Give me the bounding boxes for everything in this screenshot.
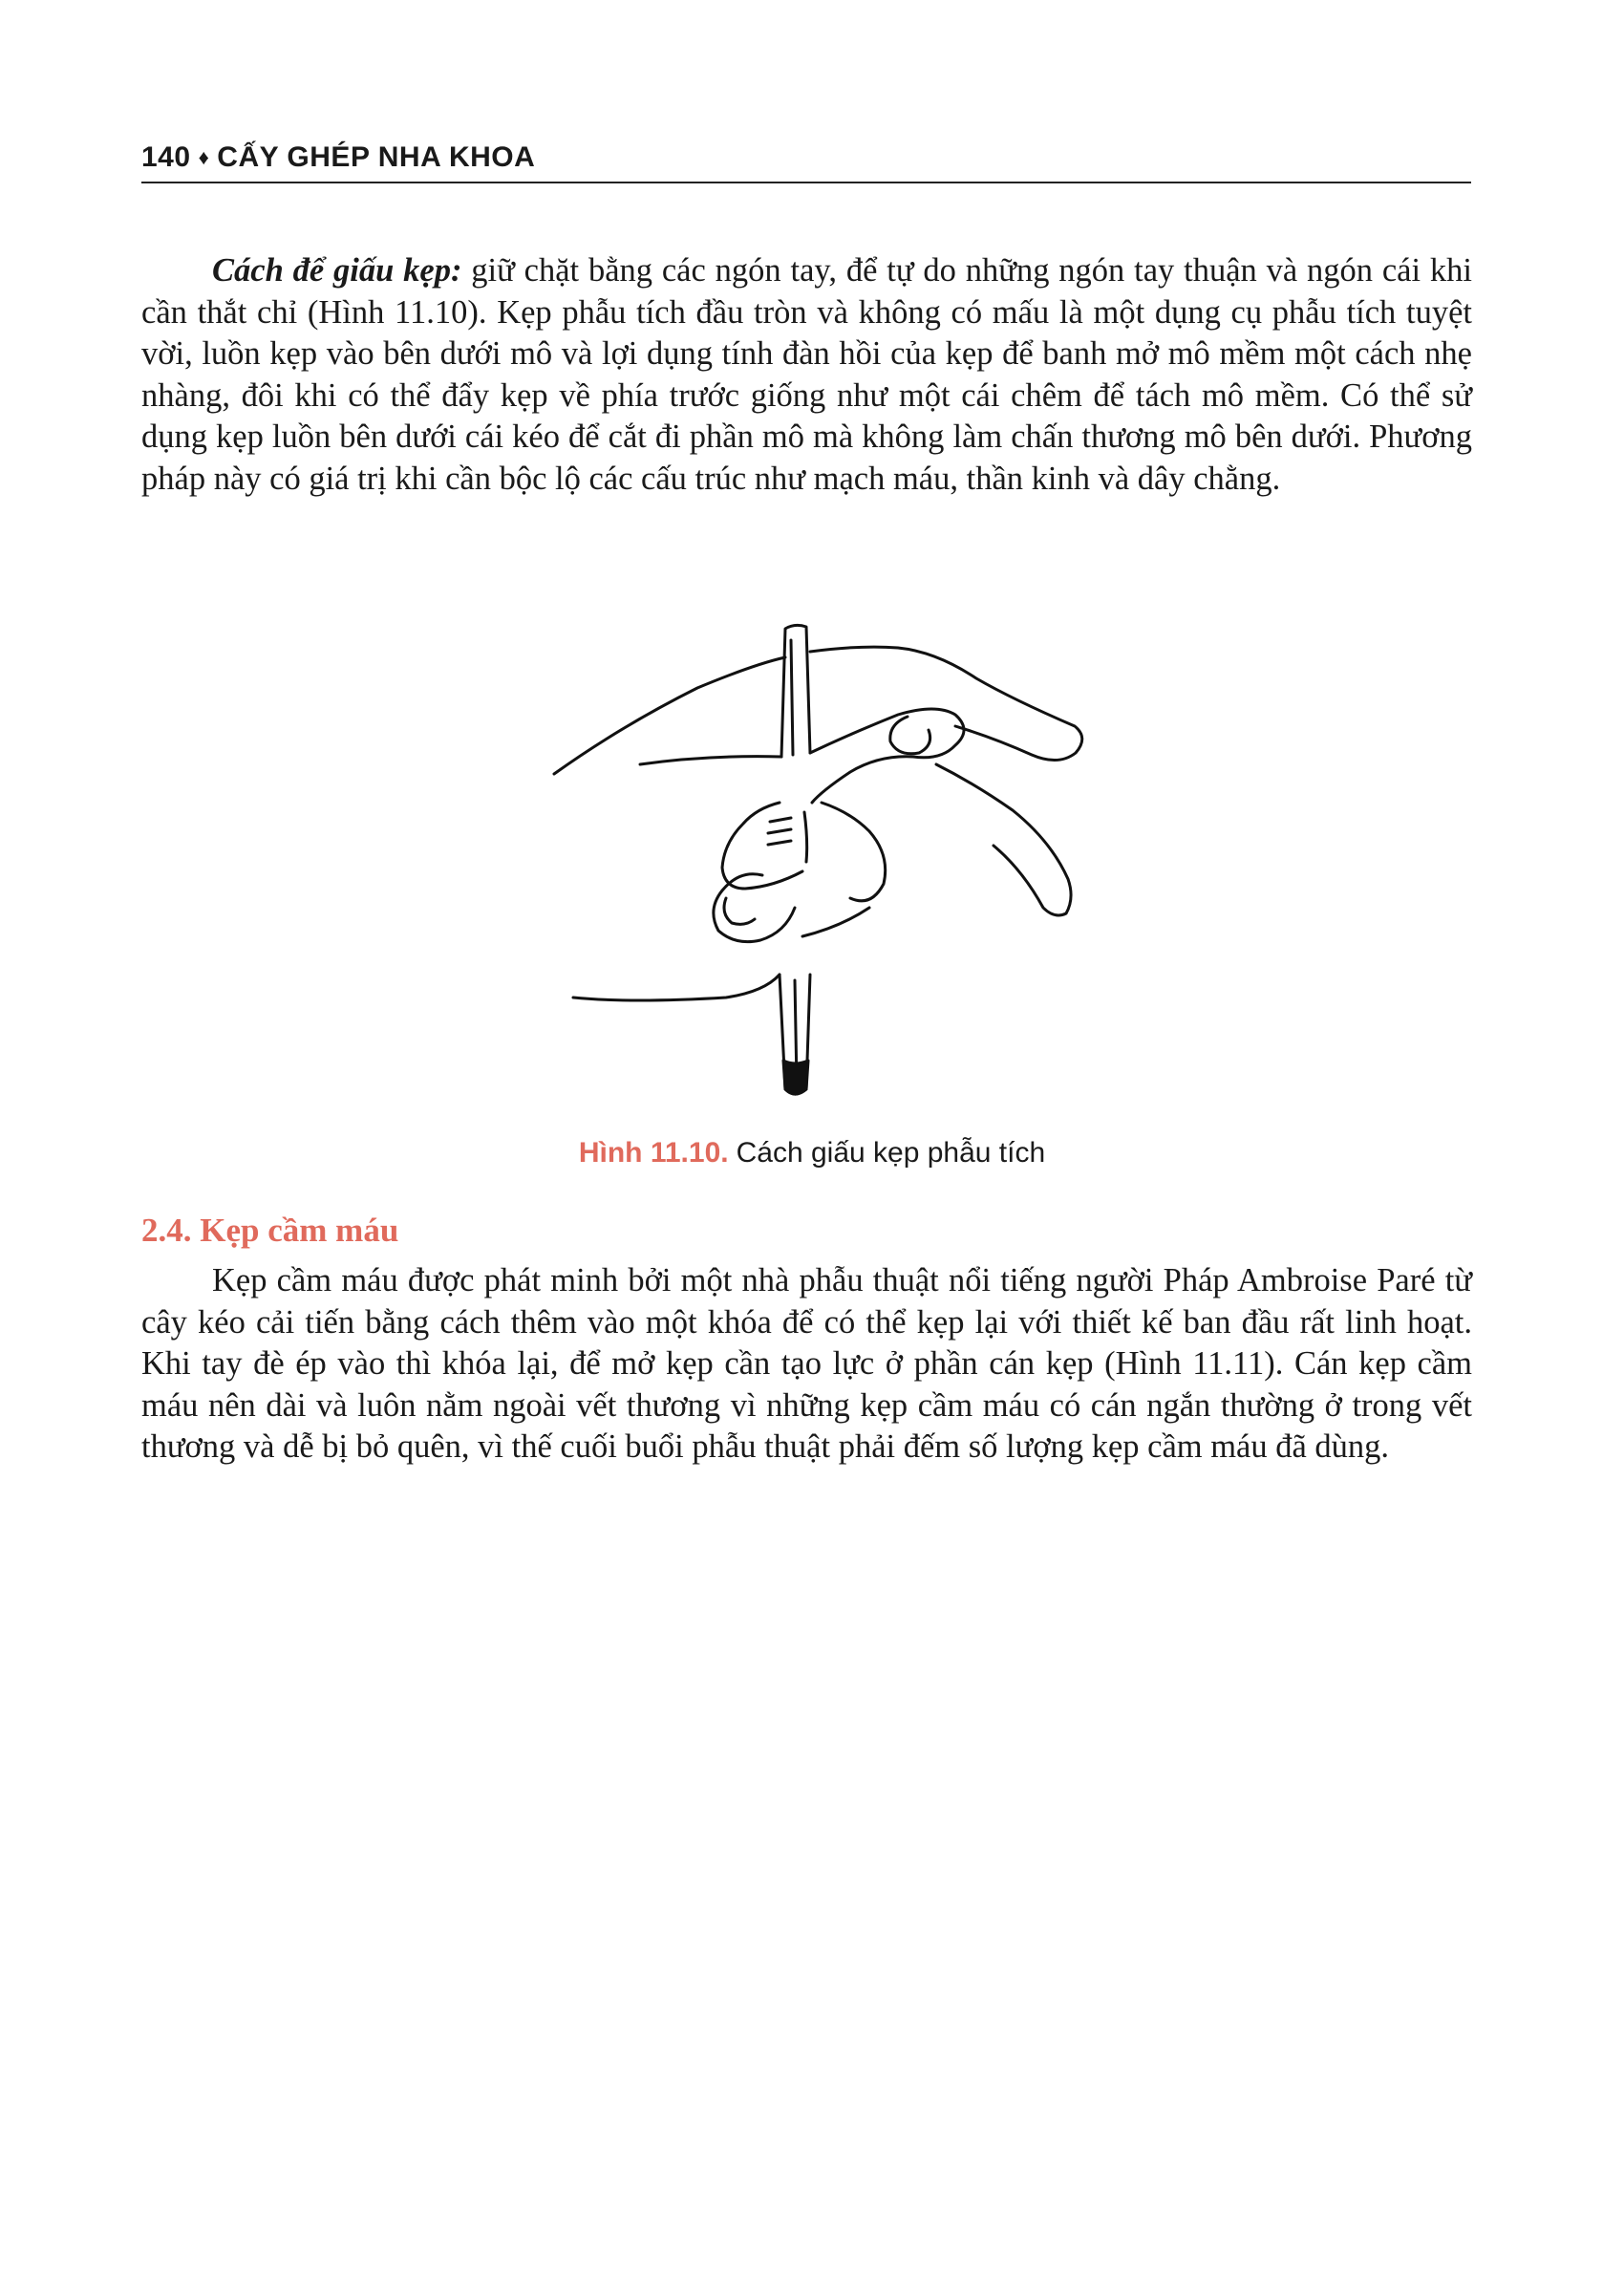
hand-holding-forceps-illustration — [535, 612, 1127, 1108]
thumb — [640, 709, 964, 803]
curled-fingers — [714, 803, 886, 942]
paragraph-hiding-forceps — [141, 250, 1472, 501]
thumbnail — [890, 717, 930, 754]
section-heading: 2.4. Kẹp cầm máu — [141, 1212, 399, 1249]
running-title: CẤY GHÉP NHA KHOA — [217, 141, 536, 173]
page-number: 140 — [141, 141, 191, 173]
palm-edge — [573, 975, 780, 1000]
index-finger — [554, 647, 1082, 774]
paragraph-hemostat: Kẹp cầm máu được phát minh bởi một nhà phẫu thuật nổi tiếng người Pháp Ambroise Paré từ cây kéo cải tiến bằng cách thêm vào một khóa để có thể kẹp lại với thiết kế ban đầu rất linh hoạt. Khi tay đè ép vào thì khóa lại, để mở kẹp cần tạo lực ở phần cán kẹp (Hình 11.11). Cán kẹp cầm máu nên dài và luôn nằm ngoài vết thương vì những kẹp cầm máu có cán ngắn thường ở trong vết thương và dễ bị bỏ quên, vì thế cuối buổi phẫu thuật phải đếm số lượng kẹp cầm máu đã dùng. — [141, 1262, 1472, 1466]
diamond-icon: ♦ — [198, 145, 210, 169]
middle-finger — [936, 764, 1071, 915]
running-header — [141, 141, 1471, 183]
figure-caption — [0, 1137, 1624, 1169]
paragraph-body: giữ chặt bằng các ngón tay, để tự do những ngón tay thuận và ngón cái khi cần thắt chỉ (Hình 11.10). Kẹp phẫu tích đầu tròn và không có mấu là một dụng cụ phẫu tích tuyệt vời, luồn kẹp vào bên dưới mô và lợi dụng tính đàn hồi của kẹp để banh mở mô mềm một cách nhẹ nhàng, đôi khi có thể đẩy kẹp về phía trước giống như một cái chêm để tách mô mềm. Có thể sử dụng kẹp luồn bên dưới cái kéo để cắt đi phần mô mà không làm chấn thương mô bên dưới. Phương pháp này có giá trị khi cần bộc lộ các cấu trúc như mạch máu, thần kinh và dây chằng. — [141, 252, 1472, 497]
fingernail — [724, 898, 755, 924]
figure-number: Hình 11.10. — [578, 1137, 729, 1169]
figure-caption-text: Cách giấu kẹp phẫu tích — [736, 1137, 1046, 1169]
forceps-upper — [781, 625, 810, 757]
paragraph-lead: Cách để giấu kẹp: — [212, 252, 462, 289]
